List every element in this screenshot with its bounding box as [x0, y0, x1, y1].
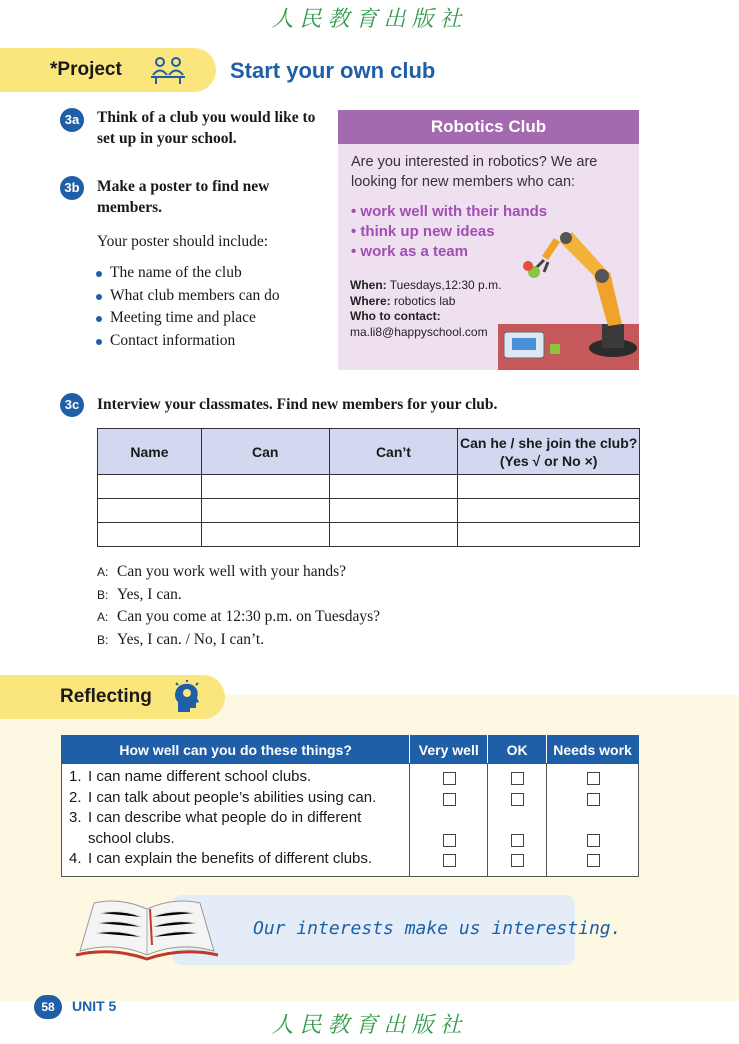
- statement-text: I can talk about people’s abilities using can.: [88, 788, 377, 806]
- needs-work-column: [547, 764, 639, 877]
- task-badge-3a: 3a: [60, 108, 84, 132]
- checkbox-ok-1[interactable]: [511, 772, 524, 785]
- task-3c-text: Interview your classmates. Find new members for your club.: [97, 396, 498, 413]
- ok-column: [488, 764, 547, 877]
- poster-meeting-info: [350, 278, 501, 340]
- checkbox-needs-work-4[interactable]: [587, 854, 600, 867]
- statement-number: 3.: [69, 809, 82, 826]
- project-label: *Project: [50, 59, 122, 80]
- table-row: [98, 523, 640, 547]
- column-header-very-well: Very well: [410, 736, 488, 764]
- statement: [69, 767, 401, 788]
- task-3b-text: Make a poster to find new members.: [97, 178, 270, 216]
- column-header-ok: OK: [488, 736, 547, 764]
- list-item: Meeting time and place: [96, 309, 280, 332]
- checkbox-very-well-2[interactable]: [443, 793, 456, 806]
- statement-cell: [62, 764, 410, 877]
- column-header-join: Can he / she join the club? (Yes √ or No ×): [458, 429, 640, 475]
- checkbox-very-well-1[interactable]: [443, 772, 456, 785]
- checkbox-very-well-4[interactable]: [443, 854, 456, 867]
- list-item: What club members can do: [96, 287, 280, 310]
- dialog-text: Can you come at 12:30 p.m. on Tuesdays?: [117, 608, 381, 625]
- checkbox-ok-2[interactable]: [511, 793, 524, 806]
- statement: [69, 849, 401, 870]
- table-cell[interactable]: [201, 499, 329, 523]
- task-3a-text: Think of a club you would like to set up in your school.: [97, 109, 316, 147]
- table-cell[interactable]: [329, 499, 458, 523]
- poster-intro: Are you interested in robotics? We are looking for new members who can:: [351, 154, 598, 190]
- dialog-line: [97, 608, 380, 631]
- reflecting-label: Reflecting: [60, 686, 152, 707]
- interview-table-header: [98, 429, 640, 475]
- dialog-speaker: A:: [97, 610, 109, 624]
- table-row: [98, 475, 640, 499]
- poster-when-label: When:: [350, 278, 387, 292]
- group-people-icon: [148, 55, 188, 85]
- list-item: Contact information: [96, 332, 280, 355]
- publisher-logo-bottom: 人民教育出版社: [271, 1013, 468, 1038]
- task-badge-3c: 3c: [60, 393, 84, 417]
- table-cell[interactable]: [458, 499, 640, 523]
- column-header-cant: Can’t: [329, 429, 458, 475]
- poster-contact-label: Who to contact:: [350, 309, 441, 323]
- checkbox-needs-work-3[interactable]: [587, 834, 600, 847]
- statement-text: I can name different school clubs.: [88, 768, 312, 785]
- dialog-text: Yes, I can. / No, I can’t.: [117, 630, 265, 648]
- statement: [69, 808, 401, 849]
- list-item: The name of the club: [96, 264, 280, 287]
- table-cell[interactable]: [458, 523, 640, 547]
- poster-where: robotics lab: [394, 293, 456, 308]
- poster-ability: • think up new ideas: [351, 223, 495, 240]
- table-row: [98, 499, 640, 523]
- motto-text: Our interests make us interesting.: [253, 918, 622, 939]
- dialog-speaker: A:: [97, 565, 109, 579]
- column-header-can: Can: [201, 429, 329, 475]
- poster-include-list: [96, 264, 280, 355]
- statement-number: 1.: [69, 768, 82, 785]
- sample-dialog: [97, 563, 380, 653]
- poster-title: Robotics Club: [338, 110, 639, 144]
- head-lightbulb-icon: [172, 680, 202, 714]
- statement-text: I can explain the benefits of different clubs.: [88, 850, 373, 867]
- poster-contact-email: ma.li8@happyschool.com: [350, 324, 488, 339]
- dialog-line: [97, 586, 380, 609]
- dialog-speaker: B:: [97, 587, 109, 602]
- table-cell[interactable]: [98, 475, 202, 499]
- column-header-needs-work: Needs work: [547, 736, 639, 764]
- column-header-question: How well can you do these things?: [62, 736, 410, 764]
- statement-number: 2.: [69, 788, 82, 806]
- page-number: 58: [34, 995, 62, 1019]
- checkbox-ok-4[interactable]: [511, 854, 524, 867]
- self-assessment-table: [61, 735, 639, 877]
- column-header-name: Name: [98, 429, 202, 475]
- robotics-club-poster: [338, 110, 639, 370]
- robot-arm-icon: [498, 220, 639, 370]
- dialog-line: [97, 563, 380, 586]
- checkbox-needs-work-1[interactable]: [587, 772, 600, 785]
- checkbox-ok-3[interactable]: [511, 834, 524, 847]
- table-cell[interactable]: [98, 499, 202, 523]
- poster-where-label: Where:: [350, 293, 391, 308]
- poster-ability: • work as a team: [351, 243, 468, 260]
- table-cell[interactable]: [329, 475, 458, 499]
- interview-table: [97, 428, 640, 547]
- task-badge-3b: 3b: [60, 176, 84, 200]
- project-tab: [0, 48, 216, 92]
- statement-number: 4.: [69, 850, 82, 867]
- publisher-logo-top: 人民教育出版社: [271, 7, 468, 32]
- project-title: Start your own club: [230, 58, 436, 83]
- table-cell[interactable]: [98, 523, 202, 547]
- poster-when: Tuesdays,12:30 p.m.: [389, 278, 502, 292]
- table-cell[interactable]: [329, 523, 458, 547]
- table-cell[interactable]: [201, 523, 329, 547]
- poster-ability: • work well with their hands: [351, 203, 548, 220]
- poster-include-text: Your poster should include:: [97, 233, 269, 250]
- very-well-column: [410, 764, 488, 877]
- table-cell[interactable]: [201, 475, 329, 499]
- unit-label: UNIT 5: [72, 998, 117, 1014]
- table-cell[interactable]: [458, 475, 640, 499]
- dialog-text: Yes, I can.: [117, 585, 182, 603]
- reflecting-tab: [0, 675, 225, 719]
- open-book-icon: [72, 895, 222, 965]
- table-row: [62, 764, 639, 877]
- dialog-speaker: B:: [97, 632, 109, 647]
- statement: [69, 788, 401, 809]
- dialog-line: [97, 631, 380, 654]
- dialog-text: Can you work well with your hands?: [117, 563, 347, 580]
- checkbox-very-well-3[interactable]: [443, 834, 456, 847]
- self-assessment-header: [62, 736, 639, 764]
- checkbox-needs-work-2[interactable]: [587, 793, 600, 806]
- statement-text: I can describe what people do in different school clubs.: [88, 809, 362, 847]
